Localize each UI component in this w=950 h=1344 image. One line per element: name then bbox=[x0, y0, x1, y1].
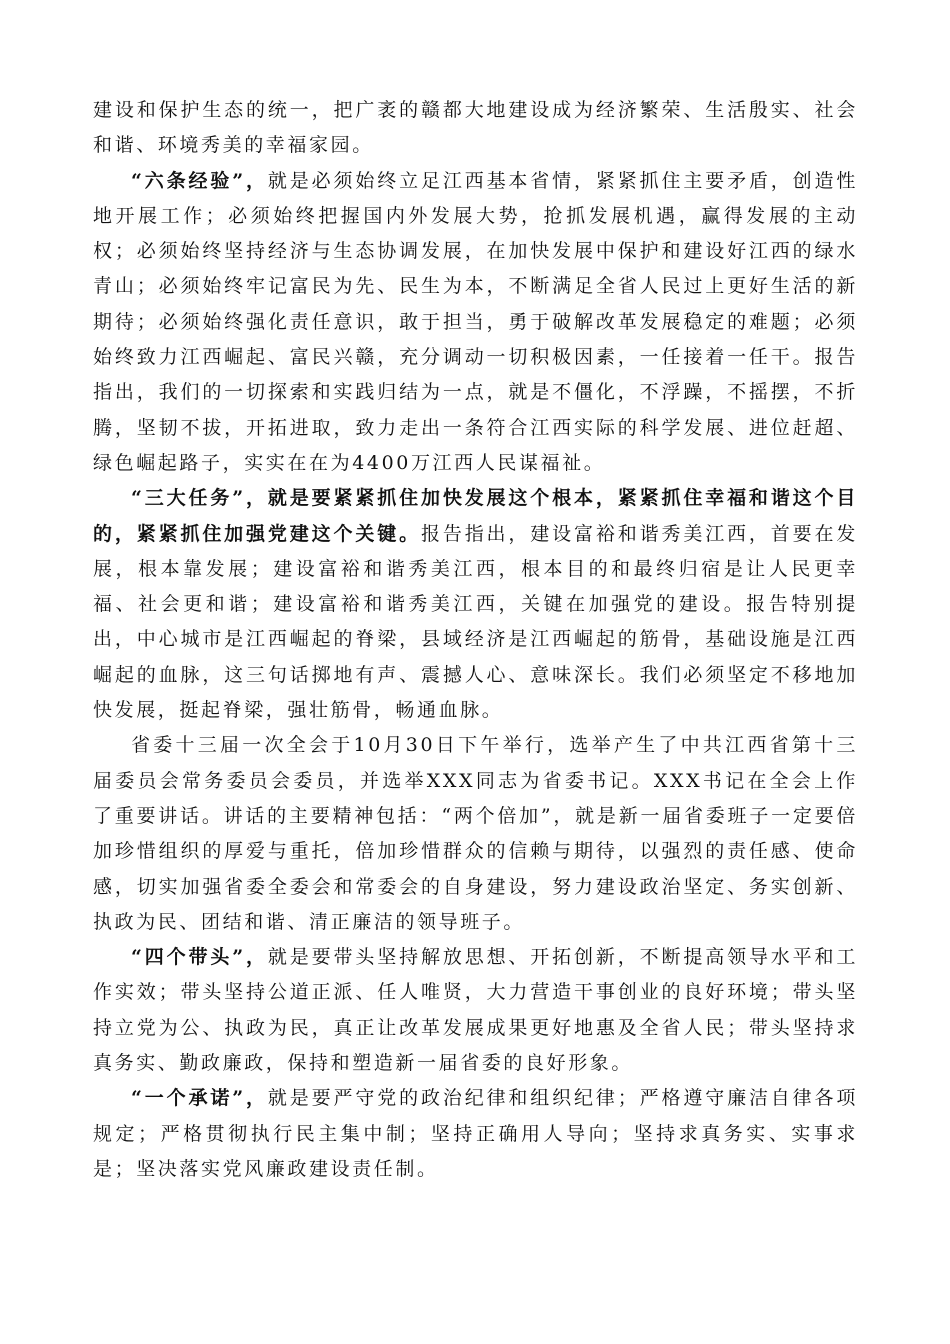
paragraph-continuation bbox=[93, 93, 858, 164]
paragraph-lead: “四个带头”， bbox=[131, 946, 268, 969]
paragraph-text: 报告指出，建设富裕和谐秀美江西，首要在发展，根本靠发展；建设富裕和谐秀美江西，根本目的和最终归宿是让人民更幸福、社会更和谐；建设富裕和谐秀美江西，关键在加强党的建设。报告特别提出，中心城市是江西崛起的脊梁，县域经济是江西崛起的筋骨，基础设施是江西崛起的血脉，这三句话掷地有声、震撼人心、意味深长。我们必须坚定不移地加快发展，挺起脊梁，强壮筋骨，畅通血脉。 bbox=[93, 522, 858, 722]
paragraph-lead: “六条经验”， bbox=[131, 169, 268, 192]
paragraph-text: 建设和保护生态的统一，把广袤的赣都大地建设成为经济繁荣、生活殷实、社会和谐、环境秀美的幸福家园。 bbox=[93, 99, 858, 157]
paragraph-one-commitment bbox=[93, 1081, 858, 1187]
paragraph-text: 省委十三届一次全会于10月30日下午举行，选举产生了中共江西省第十三届委员会常务委员会委员，并选举XXX同志为省委书记。XXX书记在全会上作了重要讲话。讲话的主要精神包括：“两个倍加”，就是新一届省委班子一定要倍加珍惜组织的厚爱与重托，倍加珍惜群众的信赖与期待，以强烈的责任感、使命感，切实加强省委全委会和常委会的自身建设，努力建设政治坚定、务实创新、执政为民、团结和谐、清正廉洁的领导班子。 bbox=[93, 734, 858, 933]
paragraph-six-experiences bbox=[93, 164, 858, 482]
paragraph-lead: “三大任务”，就是要紧紧抓住加快发展这个根本，紧紧抓住幸福和谐这个目的，紧紧抓住加强党建这个关键。 bbox=[93, 487, 858, 545]
paragraph-lead: “一个承诺”， bbox=[131, 1087, 268, 1110]
paragraph-text: 就是必须始终立足江西基本省情，紧紧抓住主要矛盾，创造性地开展工作；必须始终把握国内外发展大势，抢抓发展机遇，赢得发展的主动权；必须始终坚持经济与生态协调发展，在加快发展中保护和建设好江西的绿水青山；必须始终牢记富民为先、民生为本，不断满足全省人民过上更好生活的新期待；必须始终强化责任意识，敢于担当，勇于破解改革发展稳定的难题；必须始终致力江西崛起、富民兴赣，充分调动一切积极因素，一任接着一任干。报告指出，我们的一切探索和实践归结为一点，就是不僵化，不浮躁，不摇摆，不折腾，坚韧不拔，开拓进取，致力走出一条符合江西实际的科学发展、进位赶超、绿色崛起路子，实实在在为4400万江西人民谋福祉。 bbox=[93, 169, 859, 474]
document-page bbox=[93, 93, 858, 1187]
paragraph-plenary-session bbox=[93, 728, 858, 940]
paragraph-four-lead-by-example bbox=[93, 940, 858, 1081]
paragraph-text: 就是要带头坚持解放思想、开拓创新，不断提高领导水平和工作实效；带头坚持公道正派、任人唯贤，大力营造干事创业的良好环境；带头坚持立党为公、执政为民，真正让改革发展成果更好地惠及全省人民；带头坚持求真务实、勤政廉政，保持和塑造新一届省委的良好形象。 bbox=[93, 946, 859, 1075]
paragraph-text: 就是要严守党的政治纪律和组织纪律；严格遵守廉洁自律各项规定；严格贯彻执行民主集中制；坚持正确用人导向；坚持求真务实、实事求是；坚决落实党风廉政建设责任制。 bbox=[93, 1087, 859, 1180]
paragraph-three-tasks bbox=[93, 481, 858, 728]
